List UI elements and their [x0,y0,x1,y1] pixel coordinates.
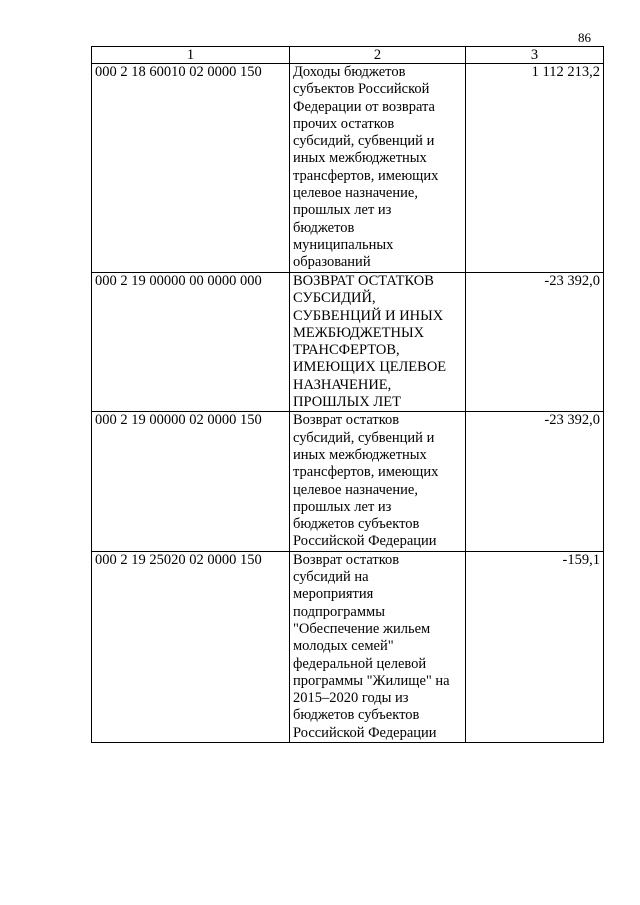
amount-cell: -23 392,0 [466,273,604,412]
name-line: молодых семей" [293,638,394,655]
amount-cell: -159,1 [466,551,604,742]
name-line: мероприятия [293,586,374,603]
name-line: Возврат остатков [293,412,400,429]
name-line: бюджетов субъектов [293,516,420,533]
budget-code-cell: 000 2 19 25020 02 0000 150 [92,551,290,742]
name-line: "Обеспечение жильем [293,620,431,637]
column-header-1: 1 [92,47,290,64]
name-line: ПРОШЛЫХ ЛЕТ [293,394,401,411]
name-line: трансфертов, имеющих [293,167,439,184]
name-line: образований [293,254,371,271]
name-line: субсидий, субвенций и [293,429,435,446]
name-line: федеральной целевой [293,655,427,672]
name-line: субъектов Российской [293,81,430,98]
name-line: целевое назначение, [293,481,418,498]
name-line: программы "Жилище" на [293,672,450,689]
budget-code-cell: 000 2 19 00000 02 0000 150 [92,412,290,551]
name-line: Российской Федерации [293,533,437,550]
budget-name-cell [290,551,466,742]
page-number: 86 [578,30,591,45]
name-line: СУБВЕНЦИЙ И ИНЫХ [293,307,444,324]
table-row [92,551,604,742]
name-line: подпрограммы [293,603,385,620]
name-line: СУБСИДИЙ, [293,290,376,307]
name-line: 2015–2020 годы из [293,690,409,707]
name-line: МЕЖБЮДЖЕТНЫХ [293,324,425,341]
name-line: Возврат остатков [293,551,400,568]
table-row [92,273,604,412]
table-row [92,64,604,273]
name-line: бюджетов субъектов [293,707,420,724]
budget-code-cell: 000 2 18 60010 02 0000 150 [92,64,290,273]
budget-name-cell [290,64,466,273]
name-line: Федерации от возврата [293,98,435,115]
name-line: трансфертов, имеющих [293,464,439,481]
budget-table [91,46,604,743]
name-line: субсидий на [293,569,369,586]
budget-code-cell: 000 2 19 00000 00 0000 000 [92,273,290,412]
amount-cell: 1 112 213,2 [466,64,604,273]
name-line: прошлых лет из [293,202,392,219]
table-row [92,412,604,551]
name-line: муниципальных [293,236,394,253]
name-line: иных межбюджетных [293,150,427,167]
name-line: ИМЕЮЩИХ ЦЕЛЕВОЕ [293,359,447,376]
name-line: прошлых лет из [293,498,392,515]
name-line: иных межбюджетных [293,446,427,463]
name-line: НАЗНАЧЕНИЕ, [293,376,392,393]
budget-name-cell [290,412,466,551]
budget-name-cell [290,273,466,412]
column-header-2: 2 [290,47,466,64]
name-line: целевое назначение, [293,185,418,202]
table-header-row [92,47,604,64]
name-line: субсидий, субвенций и [293,133,435,150]
name-line: ТРАНСФЕРТОВ, [293,342,400,359]
column-header-3: 3 [466,47,604,64]
name-line: Российской Федерации [293,724,437,741]
name-line: ВОЗВРАТ ОСТАТКОВ [293,273,434,289]
amount-cell: -23 392,0 [466,412,604,551]
name-line: бюджетов [293,219,355,236]
name-line: прочих остатков [293,115,395,132]
name-line: Доходы бюджетов [293,64,406,80]
